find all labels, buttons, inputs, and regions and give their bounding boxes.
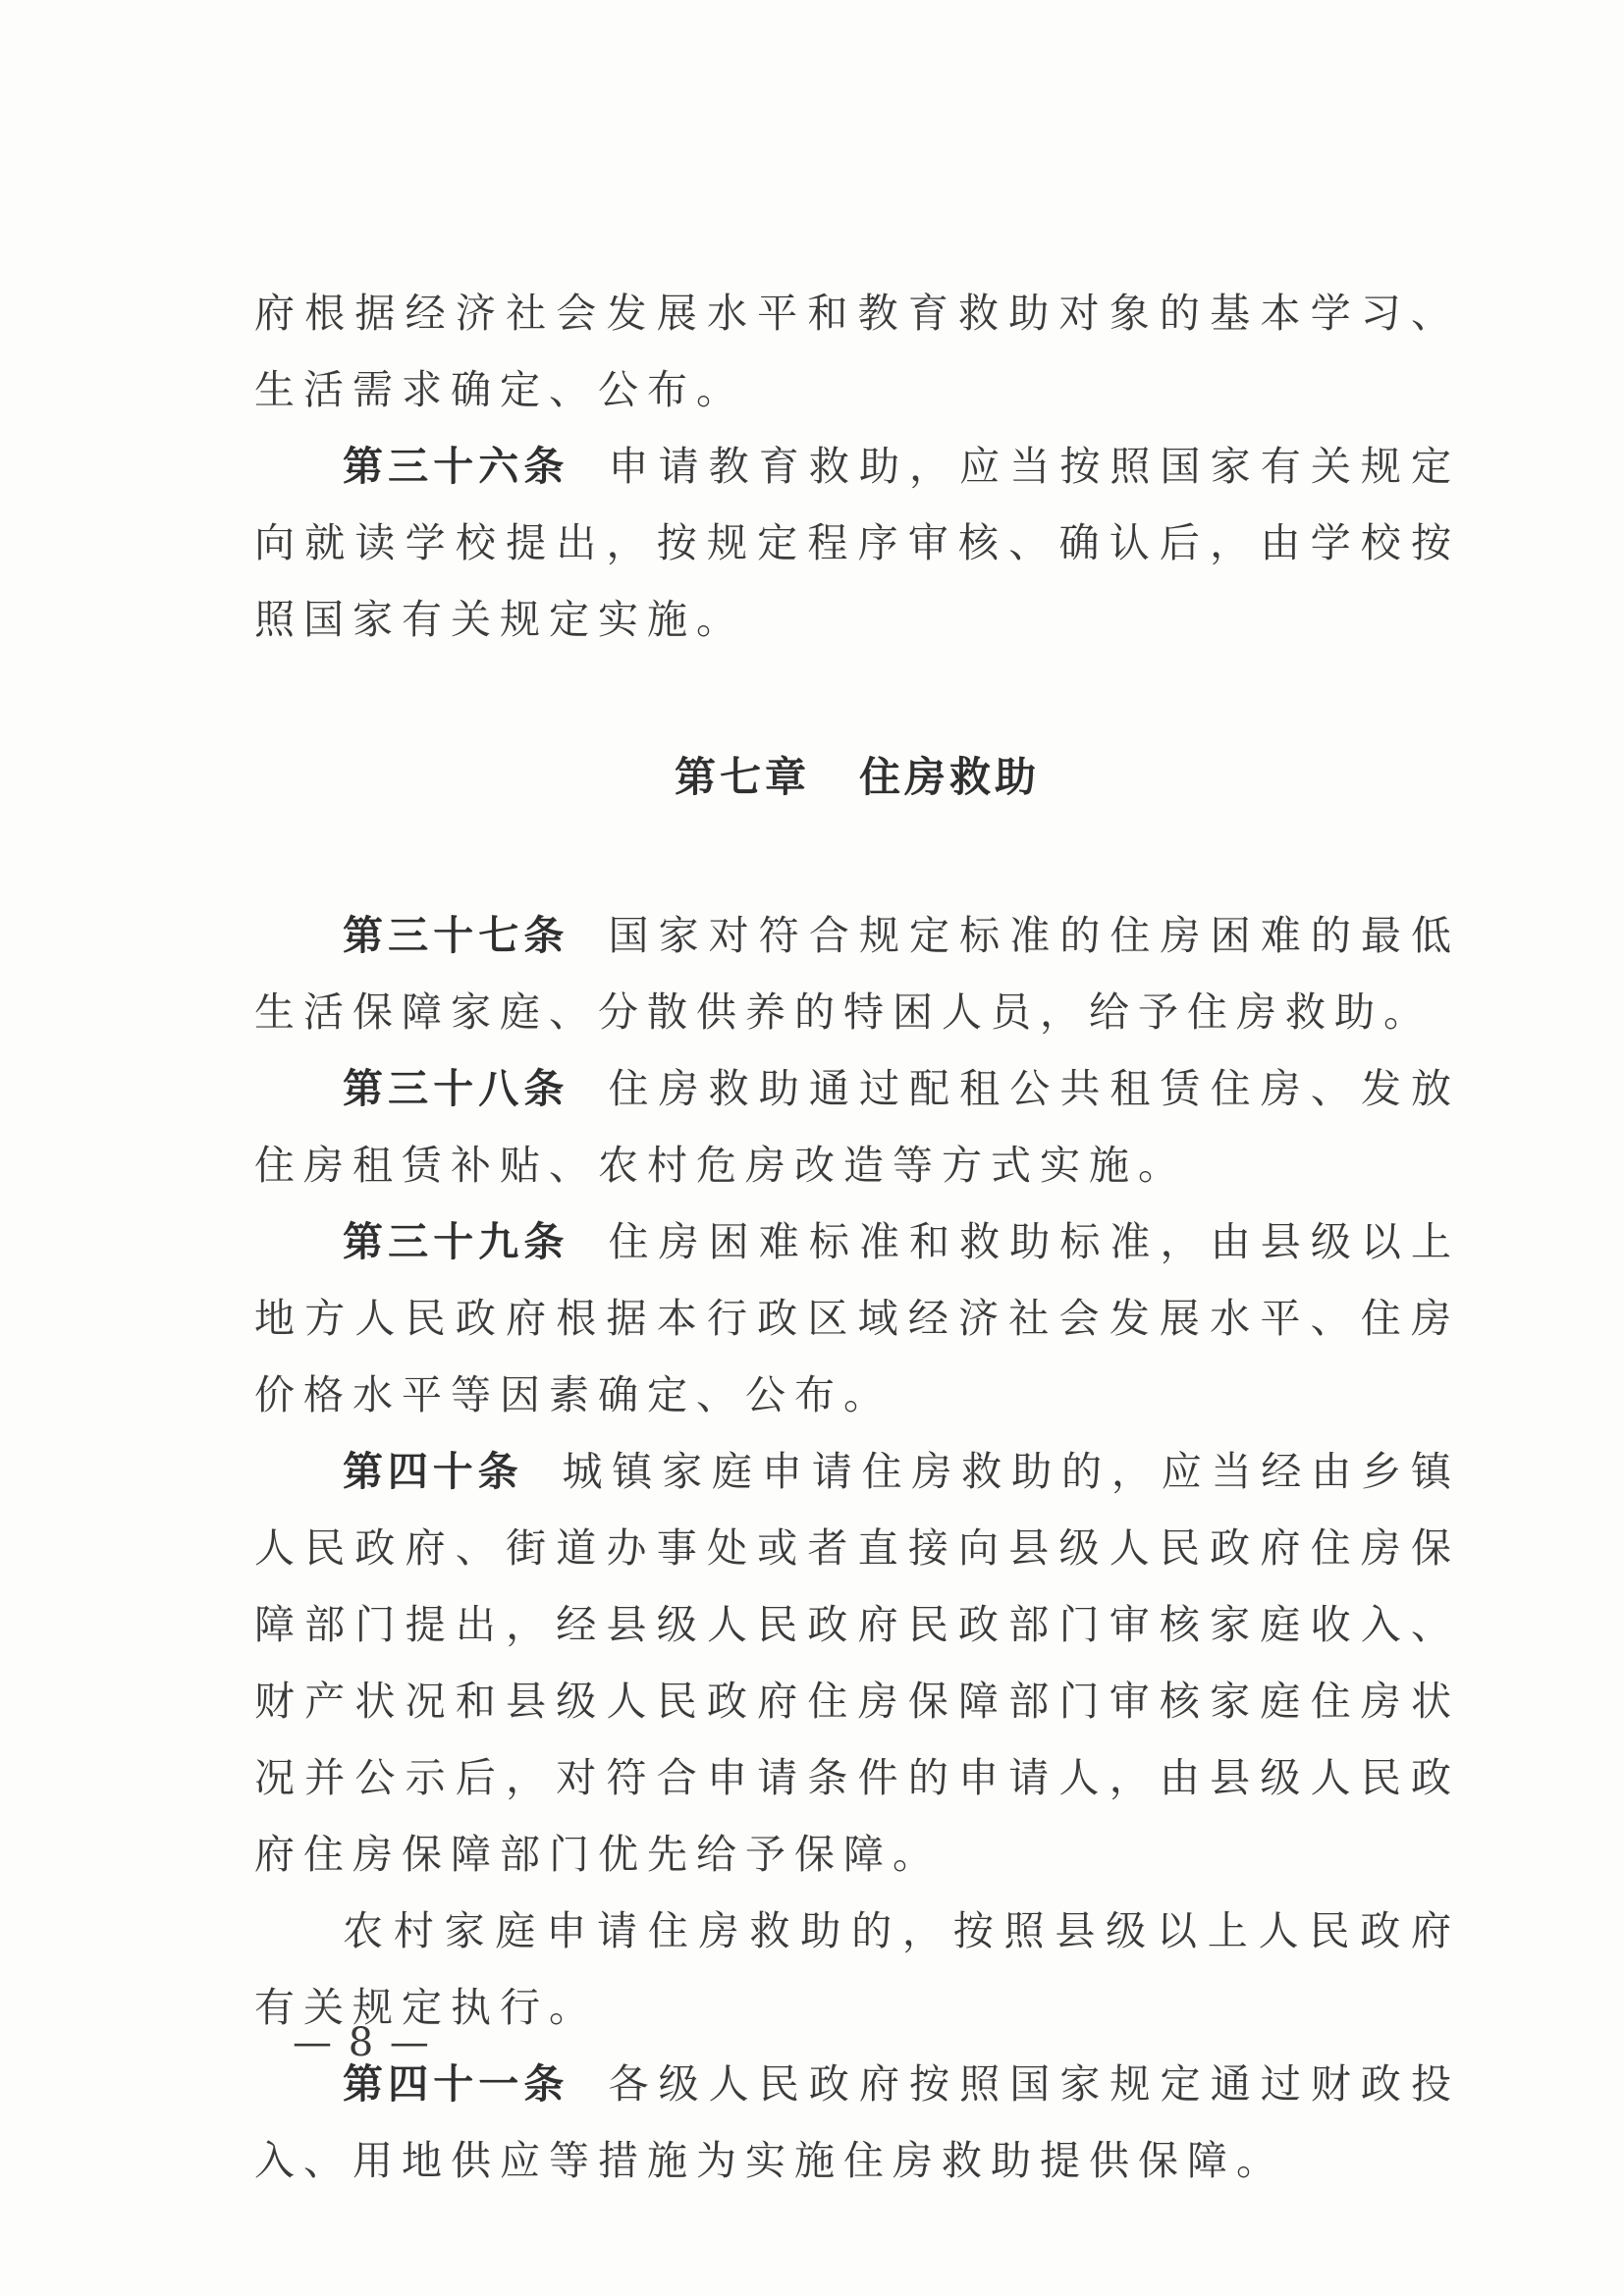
article-40-paragraph-2 [254, 1893, 1460, 2046]
article-39 [254, 1203, 1460, 1433]
article-41 [254, 2046, 1460, 2199]
article-text: 城镇家庭申请住房救助的，应当经由乡镇人民政府、街道办事处或者直接向县级人民政府住房保障部门提出，经县级人民政府民政部门审核家庭收入、财产状况和县级人民政府住房保障部门审核家庭住房状况并公示后，对符合申请条件的申请人，由县级人民政府住房保障部门优先给予保障。 [254, 1448, 1461, 1878]
document-body [254, 275, 1460, 2199]
article-36 [254, 428, 1460, 658]
article-number: 第三十七条 [343, 912, 569, 959]
article-38 [254, 1050, 1460, 1203]
article-text: 各级人民政府按照国家规定通过财政投入、用地供应等措施为实施住房救助提供保障。 [254, 2060, 1461, 2184]
article-number: 第三十六条 [343, 443, 569, 490]
paragraph-text: 府根据经济社会发展水平和教育救助对象的基本学习、生活需求确定、公布。 [254, 290, 1460, 413]
article-number: 第三十九条 [343, 1218, 569, 1265]
article-40 [254, 1433, 1460, 1893]
article-number: 第三十八条 [343, 1065, 569, 1112]
chapter-heading [254, 748, 1460, 807]
article-text: 住房困难标准和救助标准，由县级以上地方人民政府根据本行政区域经济社会发展水平、住房价格水平等因素确定、公布。 [254, 1218, 1461, 1418]
article-number: 第四十一条 [343, 2060, 569, 2108]
article-text: 申请教育救助，应当按照国家有关规定向就读学校提出，按规定程序审核、确认后，由学校按照国家有关规定实施。 [254, 443, 1461, 643]
chapter-number: 第七章 [674, 753, 810, 801]
paragraph-continuation [254, 275, 1460, 428]
chapter-title: 住房救助 [859, 753, 1041, 801]
article-text: 住房救助通过配租公共租赁住房、发放住房租赁补贴、农村危房改造等方式实施。 [254, 1065, 1461, 1189]
page-number: — 8 — [293, 2020, 431, 2065]
article-37 [254, 897, 1460, 1050]
article-text: 农村家庭申请住房救助的，按照县级以上人民政府有关规定执行。 [254, 1907, 1460, 2031]
article-number: 第四十条 [343, 1448, 523, 1495]
article-text: 国家对符合规定标准的住房困难的最低生活保障家庭、分散供养的特困人员，给予住房救助。 [254, 912, 1461, 1036]
